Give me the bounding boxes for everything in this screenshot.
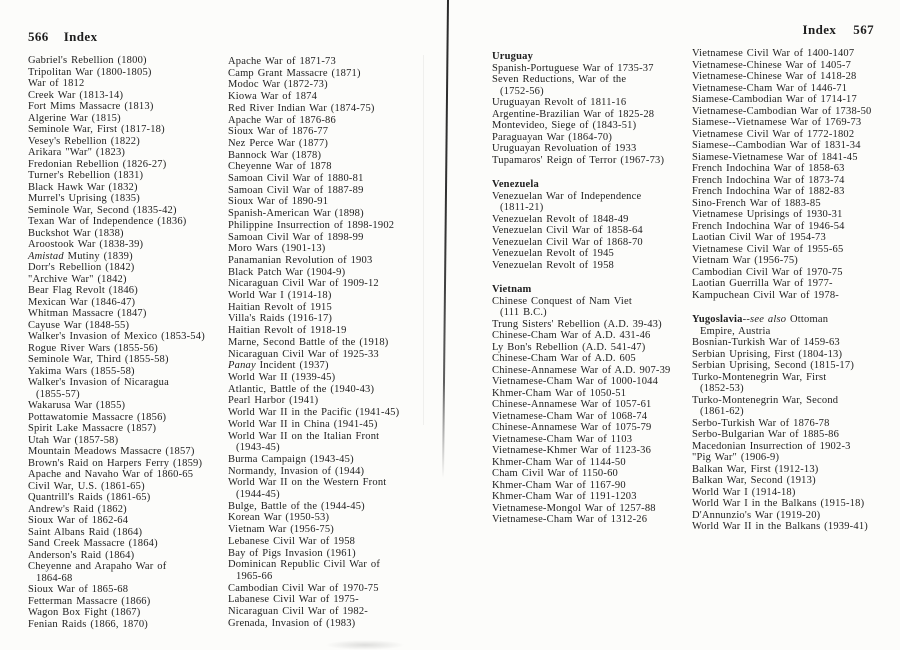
scan-smudge (325, 640, 405, 650)
index-entry: Cayuse War (1848-55) (28, 319, 130, 331)
index-entry: Vietnamese Uprisings of 1930-31 (692, 209, 843, 220)
index-entry: Vietnamese-Chinese War of 1405-7 (692, 59, 852, 71)
index-entry: (1752-56) (500, 85, 544, 97)
index-entry: (1852-53) (700, 383, 744, 394)
index-entry: Tripolitan War (1800-1805) (28, 66, 152, 78)
index-entry: Dorr's Rebellion (1842) (28, 262, 135, 273)
index-entry: Serbo-Turkish War of 1876-78 (692, 417, 830, 429)
index-entry: Arikara "War" (1823) (28, 147, 126, 158)
index-entry: Vietnamese-Cham War of 1068-74 (492, 410, 648, 422)
index-entry: Khmer-Cham War of 1050-51 (492, 387, 627, 399)
index-entry: Vietnamese-Mongol War of 1257-88 (492, 502, 656, 514)
index-entry: World War II on the Italian Front (228, 430, 380, 442)
index-entry: Chinese-Cham War of A.D. 605 (492, 353, 636, 364)
index-entry: Khmer-Cham War of 1167-90 (492, 479, 626, 491)
index-entry: Vietnamese Civil War of 1772-1802 (692, 128, 855, 140)
index-entry: Labanese Civil War of 1975- (228, 594, 359, 606)
index-entry: Texan War of Independence (1836) (28, 216, 187, 227)
index-entry: Venezuelan Revolt of 1945 (492, 248, 615, 259)
index-entry: 1965-66 (236, 570, 273, 582)
index-entry: Burma Campaign (1943-45) (228, 453, 354, 465)
index-entry: Siamese--Cambodian War of 1831-34 (692, 140, 861, 151)
index-entry: Fenian Raids (1866, 1870) (28, 618, 148, 630)
index-entry: World War II in the Pacific (1941-45) (228, 407, 400, 419)
index-entry: Balkan War, Second (1913) (692, 475, 816, 486)
index-entry: Trung Sisters' Rebellion (A.D. 39-43) (492, 318, 662, 330)
index-entry: Empire, Austria (700, 325, 771, 337)
index-entry: Panamanian Revolution of 1903 (228, 254, 373, 266)
index-entry: World War II on the Western Front (228, 477, 387, 489)
index-entry: Philippine Insurrection of 1898-1902 (228, 219, 395, 231)
index-entry: Sino-French War of 1883-85 (692, 197, 821, 209)
index-entry: Nicaraguan Civil War of 1909-12 (228, 278, 379, 290)
index-entry: Seminole War, Second (1835-42) (28, 204, 177, 216)
index-entry: Fredonian Rebellion (1826-27) (28, 158, 167, 170)
index-entry: Anderson's Raid (1864) (28, 549, 135, 561)
index-entry: World War I (1914-18) (692, 486, 796, 498)
index-entry: (1944-45) (236, 489, 280, 501)
index-entry: Civil War, U.S. (1861-65) (28, 480, 145, 492)
index-entry: Kampuchean Civil War of 1978- (692, 289, 839, 301)
index-entry: Cham Civil War of 1150-60 (492, 468, 618, 479)
index-entry: World War I in the Balkans (1915-18) (692, 498, 865, 509)
index-entry: Venezuelan Revolt of 1848-49 (492, 213, 629, 225)
index-entry: Khmer-Cham War of 1191-1203 (492, 491, 637, 502)
index-entry: (1811-21) (500, 202, 544, 213)
index-entry: Khmer-Cham War of 1144-50 (492, 456, 626, 468)
index-entry: Villa's Raids (1916-17) (228, 313, 333, 325)
index-column-1 (28, 55, 243, 630)
index-entry: Modoc War (1872-73) (228, 79, 328, 91)
index-entry: Sioux War of 1865-68 (28, 584, 129, 595)
index-entry: Sioux War of 1890-91 (228, 196, 329, 208)
index-entry: Saint Albans Raid (1864) (28, 526, 143, 538)
index-entry: Wakarusa War (1855) (28, 400, 126, 411)
index-entry: Algerine War (1815) (28, 112, 121, 124)
index-entry: Brown's Raid on Harpers Ferry (1859) (28, 457, 203, 469)
index-entry: Black Patch War (1904-9) (228, 266, 346, 278)
index-entry: Kiowa War of 1874 (228, 91, 318, 103)
index-entry: Utah War (1857-58) (28, 434, 119, 446)
index-entry: Red River Indian War (1874-75) (228, 102, 375, 114)
index-entry: Vietnamese-Cambodian War of 1738-50 (692, 105, 872, 117)
index-entry: Samoan Civil War of 1898-99 (228, 231, 364, 243)
index-entry: Chinese-Annamese War of A.D. 907-39 (492, 364, 671, 376)
index-entry: Vietnamese-Cham War of 1000-1044 (492, 376, 659, 387)
index-entry: Balkan War, First (1912-13) (692, 463, 819, 475)
index-column-3 (492, 51, 707, 526)
index-entry: Samoan Civil War of 1880-81 (228, 173, 364, 185)
index-entry: Moro Wars (1901-13) (228, 243, 326, 255)
index-entry: War of 1812 (28, 78, 85, 89)
index-entry: Bulge, Battle of the (1944-45) (228, 500, 365, 512)
right-page-number: 567 (853, 22, 874, 37)
index-entry: 1864-68 (36, 572, 73, 584)
index-entry: Samoan Civil War of 1887-89 (228, 184, 364, 196)
index-entry: Marne, Second Battle of the (1918) (228, 336, 389, 348)
index-entry: Whitman Massacre (1847) (28, 308, 147, 319)
index-entry: Grenada, Invasion of (1983) (228, 617, 356, 629)
index-entry: Vietnamese-Chinese War of 1418-28 (692, 71, 857, 82)
index-entry: World War II (1939-45) (228, 371, 336, 383)
index-entry: Vietnamese Civil War of 1955-65 (692, 243, 844, 255)
index-entry: Creek War (1813-14) (28, 89, 124, 101)
index-entry: Haitian Revolt of 1915 (228, 301, 332, 313)
index-entry: Camp Grant Massacre (1871) (228, 67, 361, 79)
index-section-heading: Venezuela (492, 179, 539, 190)
index-entry: French Indochina War of 1873-74 (692, 174, 845, 186)
index-entry: Spanish-Portuguese War of 1735-37 (492, 62, 654, 74)
index-entry: Cheyenne and Arapaho War of (28, 561, 167, 572)
index-entry: Venezuelan Civil War of 1868-70 (492, 236, 643, 248)
index-entry: Vietnamese-Cham War of 1312-26 (492, 514, 648, 525)
index-entry: Chinese-Annamese War of 1057-61 (492, 399, 652, 410)
index-entry: Vietnamese Civil War of 1400-1407 (692, 48, 855, 59)
index-entry: Laotian Civil War of 1954-73 (692, 232, 826, 243)
index-entry: Fort Mims Massacre (1813) (28, 101, 154, 112)
index-entry: Bay of Pigs Invasion (1961) (228, 547, 356, 559)
index-entry: Bosnian-Turkish War of 1459-63 (692, 337, 840, 348)
index-section-heading: Vietnam (492, 284, 532, 295)
index-entry: "Pig War" (1906-9) (692, 452, 780, 463)
index-entry: World War II in China (1941-45) (228, 418, 378, 430)
index-entry: Montevideo, Siege of (1843-51) (492, 120, 637, 131)
index-entry: Mountain Meadows Massacre (1857) (28, 446, 195, 457)
index-entry: Cambodian Civil War of 1970-75 (692, 266, 843, 278)
index-entry: Sioux War of 1876-77 (228, 126, 329, 138)
index-entry: French Indochina War of 1946-54 (692, 220, 845, 232)
index-entry: (1861-62) (700, 406, 744, 417)
index-entry: Vietnamese-Khmer War of 1123-36 (492, 445, 652, 456)
index-entry: Serbian Uprising, First (1804-13) (692, 348, 843, 360)
index-entry: (1855-57) (36, 388, 80, 400)
index-entry: Venezuelan War of Independence (492, 190, 642, 202)
index-entry: Nicaraguan Civil War of 1925-33 (228, 348, 379, 360)
index-entry: Tupamaros' Reign of Terror (1967-73) (492, 154, 665, 166)
index-entry: Apache War of 1876-86 (228, 114, 336, 126)
index-entry: Paraguayan War (1864-70) (492, 131, 613, 143)
index-entry: (1943-45) (236, 442, 280, 454)
index-entry: Siamese-Vietnamese War of 1841-45 (692, 151, 858, 163)
index-entry: Apache and Navaho War of 1860-65 (28, 469, 194, 480)
index-entry: Nicaraguan Civil War of 1982- (228, 606, 368, 618)
index-entry: Chinese-Annamese War of 1075-79 (492, 422, 652, 433)
index-entry: Apache War of 1871-73 (228, 56, 336, 67)
index-entry: Sand Creek Massacre (1864) (28, 538, 158, 549)
index-entry: Uruguayan Revoluation of 1933 (492, 143, 637, 154)
index-entry: French Indochina War of 1882-83 (692, 186, 845, 197)
index-entry: Vietnam War (1956-75) (692, 255, 799, 266)
index-entry: Pearl Harbor (1941) (228, 395, 319, 407)
index-entry: Turko-Montenegrin War, Second (692, 394, 839, 406)
right-page-header-title: Index (802, 22, 837, 37)
index-entry: Bear Flag Revolt (1846) (28, 285, 138, 296)
index-entry: Cheyenne War of 1878 (228, 161, 332, 173)
index-entry: Ly Bon's Rebellion (A.D. 541-47) (492, 341, 646, 353)
index-entry: French Indochina War of 1858-63 (692, 163, 845, 174)
index-entry: Siamese--Vietnamese War of 1769-73 (692, 117, 862, 128)
index-entry: Cambodian Civil War of 1970-75 (228, 582, 379, 594)
index-column-2 (228, 56, 443, 629)
index-entry: Panay Incident (1937) (228, 360, 329, 372)
index-entry: "Archive War" (1842) (28, 273, 127, 285)
index-entry: Venezuelan Civil War of 1858-64 (492, 225, 643, 236)
index-entry: Serbian Uprising, Second (1815-17) (692, 360, 855, 371)
index-entry: Argentine-Brazilian War of 1825-28 (492, 108, 655, 120)
index-entry: Walker's Invasion of Nicaragua (28, 377, 169, 388)
index-entry: Vietnam War (1956-75) (228, 524, 335, 536)
index-entry: Seven Reductions, War of the (492, 74, 627, 85)
index-entry: Fetterman Massacre (1866) (28, 595, 151, 607)
index-entry: Lebanese Civil War of 1958 (228, 535, 356, 547)
index-entry: Macedonian Insurrection of 1902-3 (692, 440, 851, 452)
index-entry: Laotian Guerrilla War of 1977- (692, 278, 833, 289)
index-entry: Gabriel's Rebellion (1800) (28, 55, 147, 66)
index-entry: Korean War (1950-53) (228, 512, 330, 524)
index-entry: Vietnamese-Cham War of 1103 (492, 433, 633, 445)
index-entry: Haitian Revolt of 1918-19 (228, 325, 347, 337)
index-entry: Uruguayan Revolt of 1811-16 (492, 97, 627, 108)
index-entry: World War II in the Balkans (1939-41) (692, 521, 868, 532)
index-entry: Amistad Mutiny (1839) (28, 250, 133, 262)
index-entry: Yugoslavia--see also Ottoman (692, 314, 829, 325)
right-page-header (690, 22, 874, 38)
index-entry: Turko-Montenegrin War, First (692, 371, 827, 383)
index-entry: Black Hawk War (1832) (28, 181, 138, 193)
index-entry: Wagon Box Fight (1867) (28, 607, 141, 618)
index-entry: Murrel's Uprising (1835) (28, 193, 140, 204)
left-page-number: 566 (28, 29, 49, 44)
index-entry: Pottawatomie Massacre (1856) (28, 411, 167, 423)
index-entry: Spanish-American War (1898) (228, 208, 364, 220)
index-entry: Siamese-Cambodian War of 1714-17 (692, 94, 857, 105)
index-entry: Atlantic, Battle of the (1940-43) (228, 383, 375, 395)
index-entry: Turner's Rebellion (1831) (28, 170, 144, 181)
index-entry: Dominican Republic Civil War of (228, 559, 381, 571)
page-gutter-shadow (442, 0, 449, 478)
index-entry: World War I (1914-18) (228, 290, 332, 302)
index-entry: Venezuelan Revolt of 1958 (492, 259, 615, 271)
index-entry: Vietnamese-Cham War of 1446-71 (692, 82, 848, 94)
index-entry: Serbo-Bulgarian War of 1885-86 (692, 429, 840, 440)
index-entry: Sioux War of 1862-64 (28, 515, 129, 526)
index-column-4 (692, 48, 900, 533)
index-entry: Normandy, Invasion of (1944) (228, 465, 365, 477)
index-entry: Spirit Lake Massacre (1857) (28, 423, 157, 434)
index-entry: D'Annunzio's War (1919-20) (692, 509, 821, 521)
left-page-header-title: Index (63, 29, 98, 44)
index-entry: Vesey's Rebellion (1822) (28, 135, 140, 147)
index-entry: Buckshot War (1838) (28, 227, 124, 239)
index-entry: Andrew's Raid (1862) (28, 503, 127, 515)
index-entry: Rogue River Wars (1855-56) (28, 342, 158, 354)
left-page-header (28, 29, 98, 45)
index-entry: Chinese-Cham War of A.D. 431-46 (492, 330, 651, 341)
index-entry: Mexican War (1846-47) (28, 296, 136, 308)
index-entry: Seminole War, Third (1855-58) (28, 354, 169, 365)
index-entry: Chinese Conquest of Nam Viet (492, 295, 633, 307)
index-entry: Walker's Invasion of Mexico (1853-54) (28, 331, 205, 342)
index-entry: Seminole War, First (1817-18) (28, 124, 165, 135)
index-section-heading: Uruguay (492, 51, 534, 62)
index-entry: Quantrill's Raids (1861-65) (28, 492, 151, 503)
index-entry: (111 B.C.) (500, 307, 547, 318)
index-entry: Bannock War (1878) (228, 149, 322, 161)
index-entry: Yakima Wars (1855-58) (28, 365, 135, 377)
index-entry: Nez Perce War (1877) (228, 137, 329, 149)
index-entry: Aroostook War (1838-39) (28, 239, 144, 250)
